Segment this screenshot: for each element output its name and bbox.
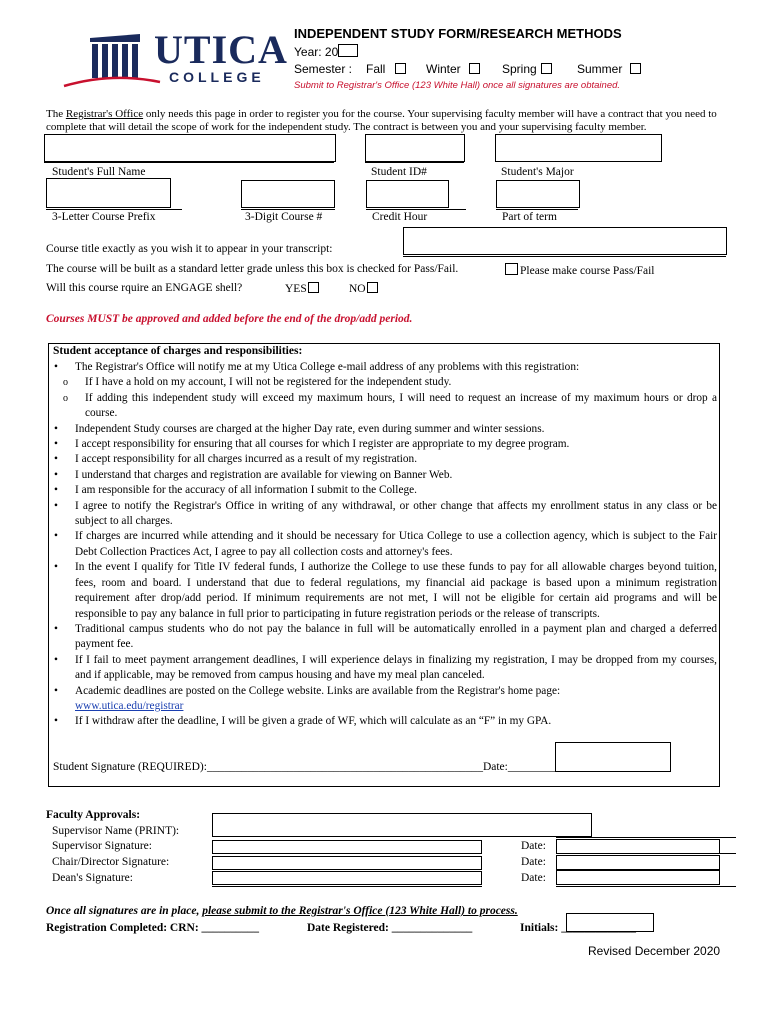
list-item: • I am responsible for the accuracy of all information I submit to the College.: [49, 483, 717, 498]
student-signature-label: Student Signature (REQUIRED):: [53, 761, 207, 773]
course-prefix-label: 3-Letter Course Prefix: [52, 211, 156, 223]
list-item: • I accept responsibility for ensuring that all courses for which I register are appropriate to my degree program.: [49, 437, 717, 452]
list-item: • Independent Study courses are charged at the higher Day rate, even during summer and winter sessions.: [49, 422, 717, 437]
dean-sig-line: [212, 886, 482, 887]
credit-hour-input[interactable]: [366, 180, 449, 208]
semester-label: Semester :: [294, 62, 353, 76]
pass-fail-statement: The course will be built as a standard letter grade unless this box is checked for Pass/Fail.: [46, 263, 459, 275]
student-id-line: [365, 162, 464, 163]
course-number-line: [241, 209, 335, 210]
no-label: NO: [349, 283, 366, 295]
list-item: o If I have a hold on my account, I will not be registered for the independent study.: [49, 375, 717, 390]
form-title: INDEPENDENT STUDY FORM/RESEARCH METHODS: [294, 26, 622, 41]
acceptance-box: [48, 343, 720, 787]
student-date-label: Date:: [482, 761, 508, 773]
fall-option: [366, 62, 406, 76]
initials-line[interactable]: _____________: [561, 922, 636, 934]
student-id-label: Student ID#: [371, 166, 427, 178]
chair-date-label: Date:: [521, 856, 546, 868]
student-major-label: Student's Major: [501, 166, 574, 178]
date-registered-row: [307, 922, 472, 934]
course-prefix-line: [46, 209, 182, 210]
winter-checkbox[interactable]: [469, 63, 480, 74]
chair-date-input[interactable]: [556, 855, 720, 870]
yes-label: YES: [285, 283, 307, 295]
course-number-label: 3-Digit Course #: [245, 211, 323, 223]
student-name-label: Student's Full Name: [52, 166, 146, 178]
list-item: • I accept responsibility for all charges incurred as a result of my registration.: [49, 452, 717, 467]
supervisor-date-input[interactable]: [556, 839, 720, 854]
winter-option: [426, 62, 480, 76]
supervisor-name-input[interactable]: [212, 813, 592, 837]
supervisor-date-label: Date:: [521, 840, 546, 852]
footer-note-a: Once all signatures are in place,: [46, 905, 203, 917]
year-field[interactable]: [338, 44, 358, 57]
part-of-term-line: [496, 209, 578, 210]
list-item: • If charges are incurred while attending and it should be necessary for Utica College to use a collection agency, which is subject to the Fair Debt Collection Practices Act, I agree to pay all collection costs and attorney's fees.: [49, 529, 717, 560]
date-line-1: [556, 837, 736, 838]
pass-fail-text: [46, 263, 458, 275]
list-item: • I understand that charges and registration are available for viewing on Banner Web.: [49, 468, 717, 483]
revised-date: Revised December 2020: [588, 944, 721, 958]
engage-no: [349, 282, 378, 295]
summer-option: [577, 62, 641, 76]
year-row: [294, 44, 358, 59]
pass-fail-option: [505, 263, 654, 277]
course-title-input[interactable]: [403, 227, 727, 255]
registrar-link[interactable]: www.utica.edu/registrar: [75, 699, 184, 712]
footer-note-b: please submit to the Registrar's Office (123 White Hall) to process.: [202, 905, 518, 917]
student-name-input[interactable]: [44, 134, 336, 162]
student-major-input[interactable]: [495, 134, 662, 162]
logo-subtitle: COLLEGE: [169, 69, 265, 85]
date-registered-line[interactable]: ______________: [391, 922, 473, 934]
course-title-line: [403, 256, 726, 257]
date-line-3: [556, 886, 736, 887]
intro-text: [46, 108, 732, 134]
student-date-input[interactable]: [555, 742, 671, 772]
winter-label: Winter: [426, 62, 461, 76]
part-of-term-label: Part of term: [502, 211, 557, 223]
supervisor-sig-input[interactable]: [212, 840, 482, 854]
list-item: • I agree to notify the Registrar's Office in writing of any withdrawal, or other change that affects my enrollment status in any class or be subject to all charges.: [49, 499, 717, 530]
student-name-line: [44, 162, 334, 163]
student-id-input[interactable]: [365, 134, 465, 162]
dean-sig-label: Dean's Signature:: [52, 872, 133, 884]
list-item: o If adding this independent study will exceed my maximum hours, I will need to request an increase of my maximum hours or drop a course.: [49, 391, 717, 422]
list-item: • If I fail to meet payment arrangement deadlines, I will experience delays in finalizing my registration, I may be dropped from my courses, and if applicable, may be removed from campus housing and have my meal plan canceled.: [49, 653, 717, 684]
list-item-text: The Registrar's Office will notify me at my Utica College e-mail address of any problems with this registration:: [75, 361, 580, 373]
fall-checkbox[interactable]: [395, 63, 406, 74]
initials-row: [520, 922, 636, 934]
pass-fail-check-label: Please make course Pass/Fail: [520, 265, 655, 277]
date-registered-label: Date Registered:: [307, 922, 389, 934]
initials-label: Initials:: [520, 922, 559, 934]
pass-fail-checkbox[interactable]: [505, 263, 518, 275]
footer-note: [46, 905, 518, 917]
swoosh-icon: [62, 74, 162, 88]
semester-row: [294, 62, 654, 76]
student-signature-line[interactable]: ________________________________________________: [206, 761, 483, 773]
part-of-term-input[interactable]: [496, 180, 580, 208]
faculty-heading: Faculty Approvals:: [46, 809, 141, 821]
submit-note: Submit to Registrar's Office (123 White Hall) once all signatures are obtained.: [294, 80, 621, 91]
logo-name: UTICA: [154, 27, 288, 72]
acceptance-list: [49, 360, 717, 730]
crn-row: [46, 922, 259, 934]
list-item: [49, 360, 717, 422]
intro-body: only needs this page in order to register you for the course. Your supervising faculty member will have a contract that you need to complete that will detail the scope of work for the independent study. The contract is between you and your supervising faculty member.: [46, 108, 717, 133]
no-checkbox[interactable]: [367, 282, 378, 293]
spring-option: [502, 62, 552, 76]
crn-label: Registration Completed: CRN:: [46, 922, 199, 934]
summer-label: Summer: [577, 62, 623, 76]
dean-sig-input[interactable]: [212, 871, 482, 885]
year-label: Year: 20: [294, 45, 339, 59]
credit-hour-label: Credit Hour: [372, 211, 428, 223]
list-item: [49, 684, 717, 715]
supervisor-name-label: Supervisor Name (PRINT):: [52, 825, 180, 837]
intro-prefix: The: [46, 108, 66, 120]
engage-yes: [285, 282, 319, 295]
list-item-text: Academic deadlines are posted on the College website. Links are available from the Registrar's home page:: [75, 684, 561, 697]
list-item: • Traditional campus students who do not pay the balance in full will be automatically enrolled in a payment plan and charged a deferred payment fee.: [49, 622, 717, 653]
chair-sig-label: Chair/Director Signature:: [52, 856, 170, 868]
supervisor-sig-label: Supervisor Signature:: [52, 840, 152, 852]
drop-add-warning: Courses MUST be approved and added before the end of the drop/add period.: [46, 313, 413, 325]
sub-list: [75, 375, 717, 421]
engage-question: Will this course rquire an ENGAGE shell?: [46, 282, 243, 294]
fall-label: Fall: [366, 62, 386, 76]
course-prefix-input[interactable]: [46, 178, 171, 208]
course-title-label: Course title exactly as you wish it to appear in your transcript:: [46, 243, 333, 255]
credit-hour-line: [366, 209, 466, 210]
course-number-input[interactable]: [241, 180, 335, 208]
list-item: • If I withdraw after the deadline, I will be given a grade of WF, which will calculate as an “F” in my GPA.: [49, 714, 717, 729]
logo: [62, 28, 287, 90]
date-line-2: [556, 853, 736, 854]
chair-sig-input[interactable]: [212, 856, 482, 870]
list-item: • In the event I qualify for Title IV federal funds, I authorize the College to use these funds to pay for all allowable charges beyond tuition, fees, room and board. I understand that due to federal regulations, my financial aid package is based upon a minimum registration requirement after drop/add period. If minimum requirements are not met, I will not be eligible for certain aid programs and will be responsible to pay any balance in full prior to participating in future registration periods or the release of transcripts.: [49, 560, 717, 622]
dean-date-label: Date:: [521, 872, 546, 884]
yes-checkbox[interactable]: [308, 282, 319, 293]
dean-date-input[interactable]: [556, 870, 720, 885]
registrar-office: Registrar's Office: [65, 108, 144, 120]
summer-checkbox[interactable]: [630, 63, 641, 74]
spring-label: Spring: [502, 62, 537, 76]
crn-line[interactable]: __________: [201, 922, 260, 934]
student-signature-row: [53, 761, 594, 773]
student-date-line[interactable]: _______________: [507, 761, 595, 773]
acceptance-heading: Student acceptance of charges and responsibilities:: [53, 345, 303, 357]
spring-checkbox[interactable]: [541, 63, 552, 74]
